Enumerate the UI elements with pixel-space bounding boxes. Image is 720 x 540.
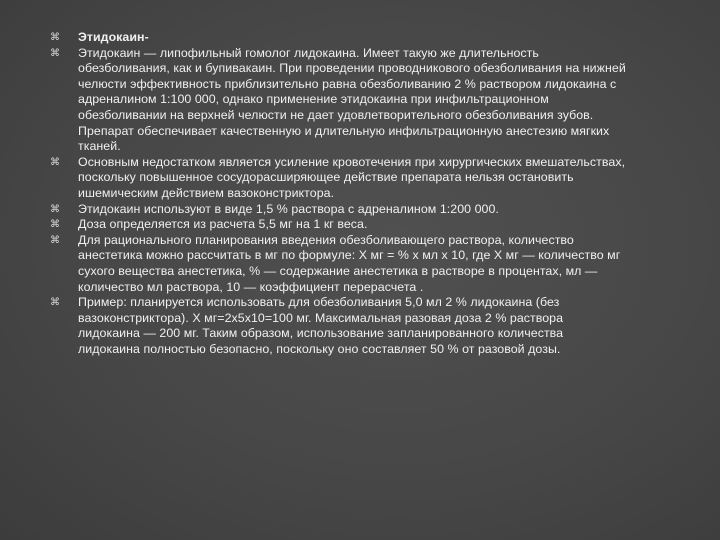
bullet-icon: ⌘	[49, 203, 61, 215]
bullet-list	[48, 30, 628, 357]
bullet-icon: ⌘	[49, 234, 61, 246]
list-item	[48, 233, 628, 295]
list-item	[48, 46, 628, 155]
list-item-text: Этидокаин используют в виде 1,5 % раствора с адреналином 1:200 000.	[78, 201, 499, 216]
bullet-icon: ⌘	[49, 156, 61, 168]
list-item-text: Доза определяется из расчета 5,5 мг на 1 кг веса.	[78, 217, 368, 232]
list-item	[48, 155, 628, 202]
bullet-icon: ⌘	[49, 297, 61, 309]
list-item	[48, 295, 628, 357]
bullet-icon: ⌘	[49, 47, 61, 59]
section-heading: Этидокаин-	[78, 30, 149, 44]
list-item-text: Пример: планируется использовать для обезболивания 5,0 мл 2 % лидокаина (без вазоконстриктора). X мг=2x5x10=100 мг. Максимальная разовая доза 2 % раствора лидокаина — 200 мг. Таким образом, использование запланированного количества лидокаина полностью безопасно, поскольку оно составляет 50 % от разовой дозы.	[78, 295, 564, 356]
list-item	[48, 217, 628, 233]
list-item-text: Основным недостатком является усиление кровотечения при хирургических вмешательствах, поскольку повышенное сосудорасширяющее действие препарата нельзя остановить ишемическим действием вазоконстриктора.	[78, 154, 626, 200]
list-item-text: Для рационального планирования введения обезболивающего раствора, количество анестетика можно рассчитать в мг по формуле: X мг = % х мл х 10, где X мг — количество мг сухого вещества анестетика, % — содержание анестетика в растворе в процентах, мл — количество мл раствора, 10 — коэффициент перерасчета .	[78, 232, 621, 294]
list-item-text: Этидокаин — липофильный гомолог лидокаина. Имеет такую же длительность обезболивания, как и бупивакаин. При проведении проводникового обезболивания на нижней челюсти эффективность приблизительно равна обезболиванию 2 % раствором лидокаина с адреналином 1:100 000, однако применение этидокаина при инфильтрационном обезболивании на верхней челюсти не дает удовлетворительного обезболивания зубов. Препарат обеспечивает качественную и длительную инфильтрационную анестезию мягких тканей.	[78, 45, 626, 154]
list-item	[48, 202, 628, 218]
list-item	[48, 30, 628, 46]
bullet-icon: ⌘	[49, 32, 61, 43]
bullet-icon: ⌘	[49, 219, 61, 231]
